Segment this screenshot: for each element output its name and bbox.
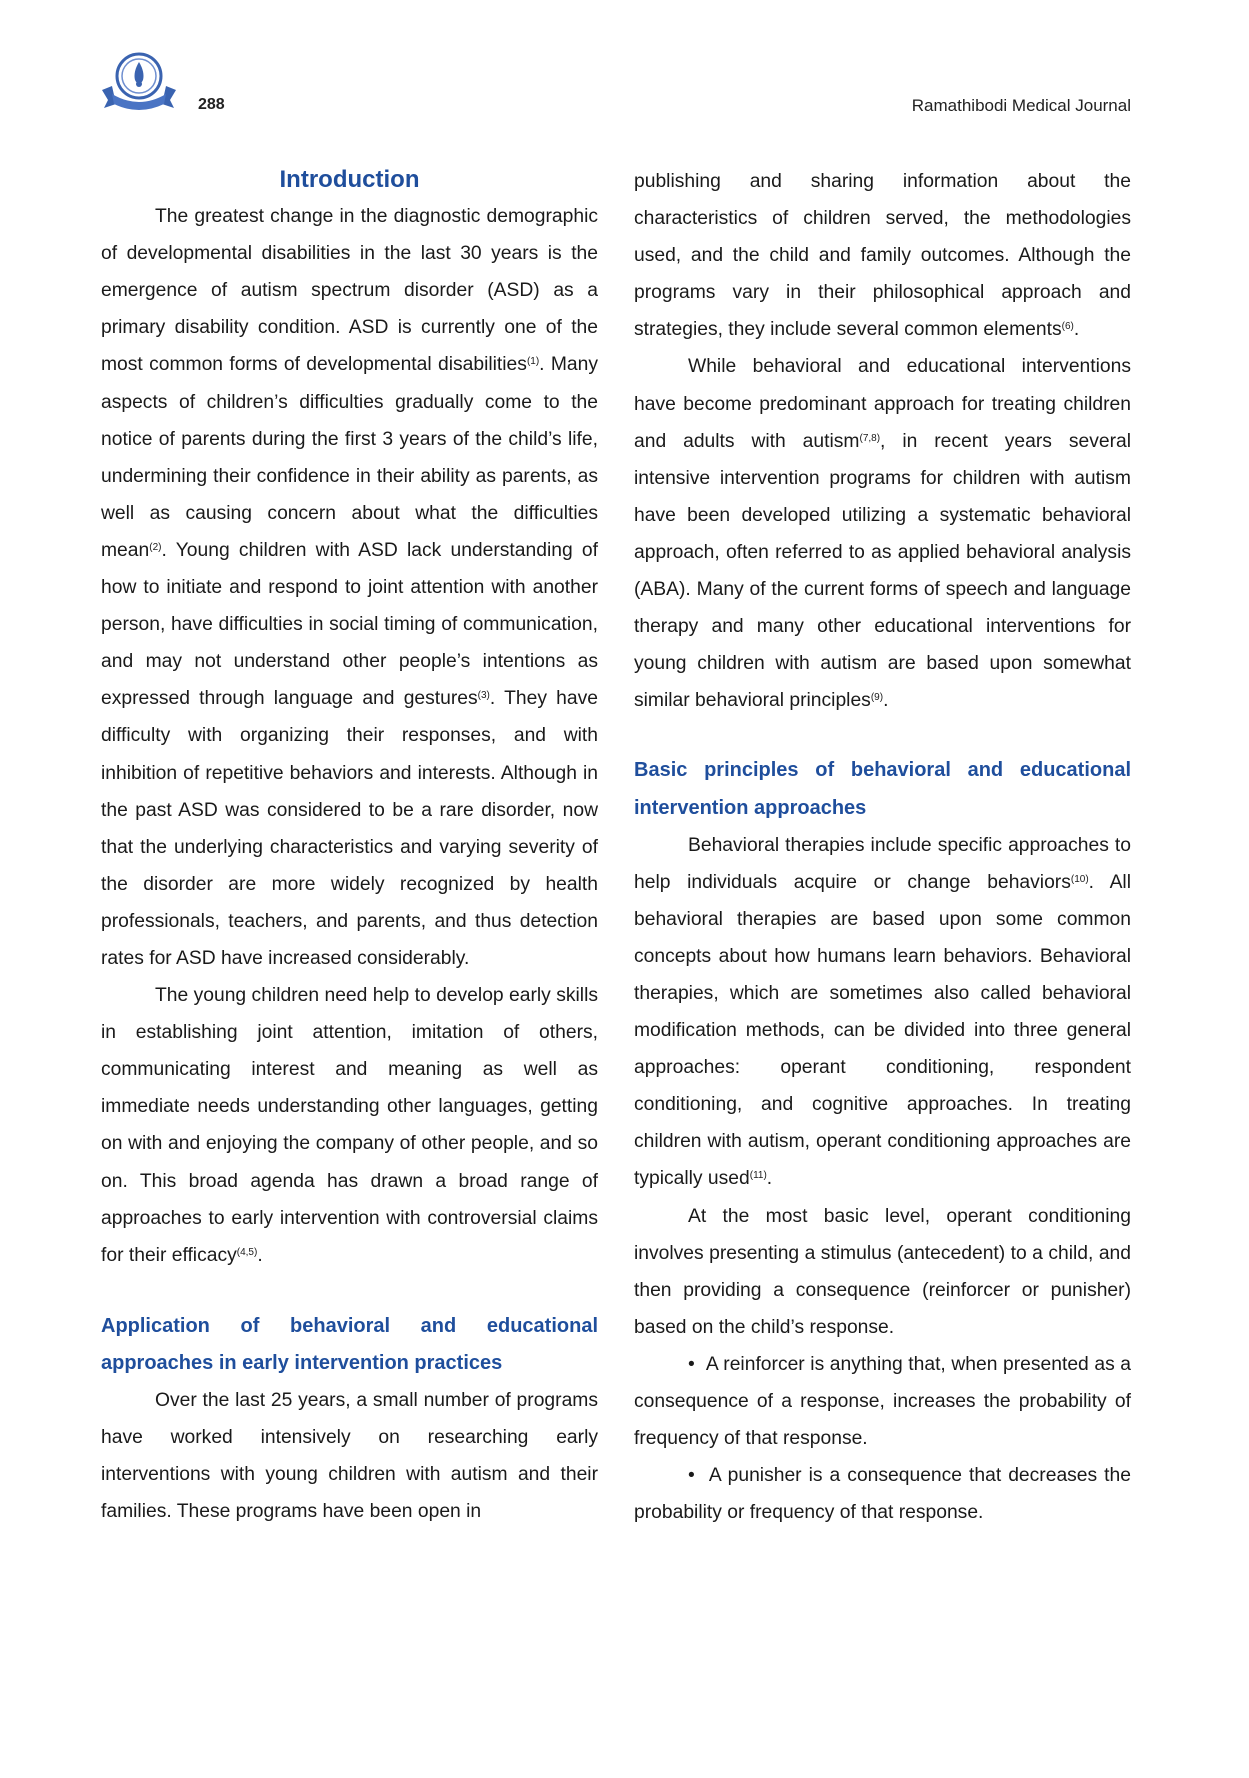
citation: (6) — [1061, 321, 1074, 333]
citation: (11) — [749, 1170, 767, 1182]
journal-logo — [98, 50, 180, 116]
interventions-paragraph — [634, 348, 1131, 719]
intro-paragraph-2 — [101, 977, 598, 1274]
operant-conditioning-paragraph: At the most basic level, operant conditioning involves presenting a stimulus (antecedent) to a child, and then providing a consequence (reinforcer or punisher) based on the child’s response. — [634, 1205, 1131, 1338]
bullet-punisher — [634, 1457, 1131, 1531]
text-run: . — [257, 1244, 263, 1266]
text-run: . Young children with ASD lack understanding of how to initiate and respond to joint attention with another person, have difficulties in social timing of communication, and may not understand other people’s intentions as expressed through language and gestures — [101, 539, 598, 710]
text-run: . — [766, 1168, 773, 1190]
section-spacer — [634, 719, 1131, 752]
text-run: . All behavioral therapies are based upon some common concepts about how humans learn behaviors. Behavioral therapies, which are sometimes also called behavioral modification methods, can be divided into three general approaches: operant conditioning, respondent conditioning, and cognitive approaches. In treating children with autism, operant conditioning approaches are typically used — [634, 871, 1132, 1190]
behavioral-therapies-paragraph — [634, 827, 1131, 1198]
introduction-heading: Introduction — [279, 166, 420, 193]
text-run: While behavioral and educational interventions have become predominant approach for treating children and adults with autism — [634, 356, 1131, 452]
bullet-reinforcer — [634, 1346, 1131, 1457]
intro-paragraph-1 — [101, 198, 598, 977]
basic-principles-heading: Basic principles of behavioral and educational intervention approaches — [634, 759, 1131, 819]
text-run: , in recent years several intensive intervention programs for children with autism have been developed utilizing a systematic behavioral approach, often referred to as applied behavioral analysis (ABA). Many of the current forms of speech and language therapy and many other educational interventions for young children with autism are based upon somewhat similar behavioral principles — [634, 430, 1131, 712]
text-run: publishing and sharing information about the characteristics of children served, the methodologies used, and the child and family outcomes. Although the programs vary in their philosophical approach and strategies, they include several common elements — [634, 171, 1131, 341]
section-spacer — [101, 1274, 598, 1308]
text-run: Behavioral therapies include specific approaches to help individuals acquire or change behaviors — [634, 834, 1131, 893]
continued-paragraph — [634, 163, 1131, 348]
text-run: . — [1073, 319, 1080, 341]
citation: (9) — [870, 692, 884, 704]
text-run: A punisher is a consequence that decreases the probability or frequency of that response. — [634, 1465, 1131, 1524]
bullet-icon: • — [688, 1465, 695, 1487]
left-column — [101, 163, 598, 1530]
citation: (2) — [149, 541, 162, 553]
text-run: A reinforcer is anything that, when presented as a consequence of a response, increases the probability of frequency of that response. — [634, 1353, 1132, 1450]
text-run: . — [883, 690, 889, 712]
text-run: . Many aspects of children’s difficulties gradually come to the notice of parents during the first 3 years of the child’s life, undermining their confidence in their ability as parents, as well as causing concern about what the difficulties mean — [101, 354, 598, 561]
text-run: . They have difficulty with organizing their responses, and with inhibition of repetitive behaviors and interests. Although in the past ASD was considered to be a rare disorder, now that the underlying characteristics and varying severity of the disorder are more widely recognized by health professionals, teachers, and parents, and thus detection rates for ASD have increased considerably. — [101, 688, 598, 969]
citation: (3) — [477, 690, 490, 702]
application-paragraph: Over the last 25 years, a small number of programs have worked intensively on researching early interventions with young children with autism and their families. These programs have been open in — [101, 1390, 598, 1523]
application-heading: Application of behavioral and educational approaches in early intervention practices — [101, 1314, 598, 1374]
journal-name: Ramathibodi Medical Journal — [911, 96, 1131, 115]
page-number: 288 — [198, 96, 225, 113]
right-column — [634, 163, 1131, 1531]
text-run: The greatest change in the diagnostic demographic of developmental disabilities in the last 30 years is the emergence of autism spectrum disorder (ASD) as a primary disability condition. ASD is currently one of the most common forms of developmental disabilities — [101, 206, 598, 376]
citation: (7,8) — [859, 432, 881, 444]
bullet-icon: • — [688, 1353, 695, 1375]
citation: (1) — [526, 356, 540, 368]
citation: (4,5) — [236, 1246, 258, 1258]
text-run: The young children need help to develop early skills in establishing joint attention, imitation of others, communicating interest and meaning as well as immediate needs understanding other languages, getting on with and enjoying the company of other people, and so on. This broad agenda has drawn a broad range of approaches to early intervention with controversial claims for their efficacy — [101, 985, 598, 1266]
citation: (10) — [1070, 873, 1089, 885]
